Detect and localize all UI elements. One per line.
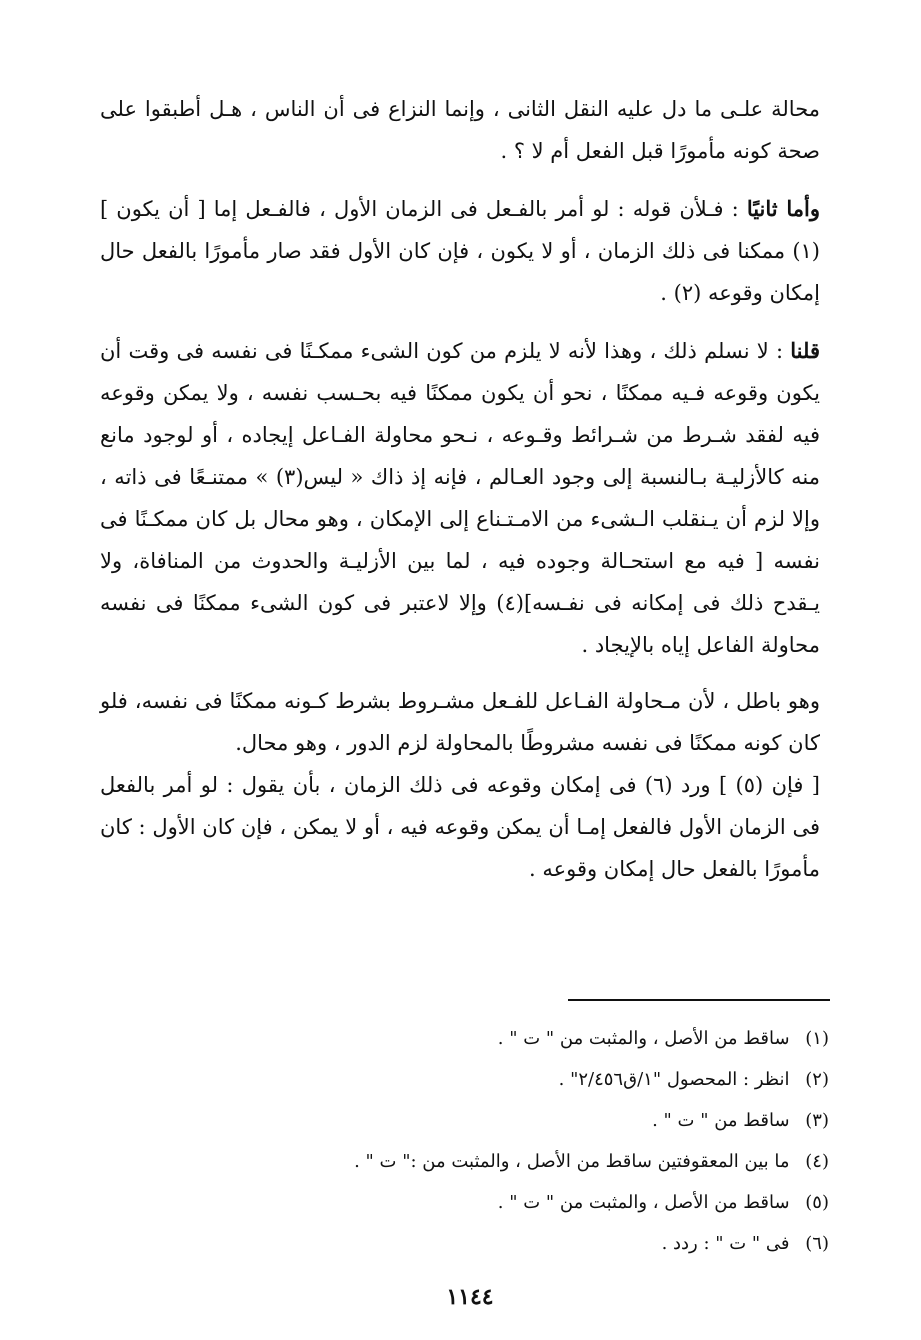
footnote-text: انظر : المحصول "١/ق٢/٤٥٦" .	[558, 1069, 790, 1090]
footnote-item	[189, 1141, 829, 1182]
footnote-number: (٦)	[805, 1233, 829, 1254]
page-number: ١١٤٤	[446, 1284, 494, 1310]
footnote-text: ما بين المعقوفتين ساقط من الأصل ، والمثبت من :" ت " .	[354, 1151, 790, 1172]
paragraph-4-text: وهو باطل ، لأن مـحاولة الفـاعل للفـعل مشـروط بشرط كـونه ممكنًا فى نفسه، فلو كان كونه ممكنًا فى نفسه مشروطًا بالمحاولة لزم الدور ، وهو محال.	[100, 689, 820, 755]
footnote-item	[189, 1182, 829, 1223]
paragraph-3-text: : لا نسلم ذلك ، وهذا لأنه لا يلزم من كون الشىء ممكـنًا فى نفسه فى وقت أن يكون وقوعه فـيه ممكنًا ، نحو أن يكون ممكنًا فيه بحـسب نفسه ، ولا يمكن وقوعه فيه لفقد شـرط من شـرائط وقـوعه ، نـحو محاولة الفـاعل إيجاده ، أو لوجود مانع منه كالأزليـة بـالنسبة إلى وجود العـالم ، فإنه إذ ذاك « ليس(٣) » ممتنـعًا فى ذاته ، وإلا لزم أن يـنقلب الـشىء من الامـتـناع إلى الإمكان ، وهو محال بل كان ممكـنًا فى نفسه [ فيه مع استحـالة وجوده فيه ، لما بين الأزليـة والحدوث من المنافاة، ولا يـقدح ذلك فى إمكانه فى نفـسه](٤) وإلا لاعتبر فى كون الشىء ممكنًا فى نفسه محاولة الفاعل إياه بالإيجاد .	[100, 339, 820, 657]
footnote-number: (٤)	[805, 1151, 829, 1172]
footnote-number: (٢)	[805, 1069, 829, 1090]
footnote-text: ساقط من الأصل ، والمثبت من " ت " .	[497, 1192, 790, 1213]
paragraph-4	[100, 680, 820, 764]
footnote-text: ساقط من " ت " .	[652, 1110, 790, 1131]
footnotes-list	[189, 1018, 829, 1264]
paragraph-2	[100, 188, 820, 314]
paragraph-1-text: محالة علـى ما دل عليه النقل الثانى ، وإنما النزاع فى أن الناس ، هـل أطبقوا على صحة كونه مأمورًا قبل الفعل أم لا ؟ .	[100, 97, 820, 163]
main-text	[100, 88, 820, 890]
paragraph-2-lead: وأما ثانيًا	[746, 196, 820, 221]
paragraph-5-text: [ فإن (٥) ] ورد (٦) فى إمكان وقوعه فى ذلك الزمان ، بأن يقول : لو أمر بالفعل فى الزمان الأول فالفعل إمـا أن يمكن وقوعه فيه ، أو لا يمكن ، فإن كان الأول : كان مأمورًا بالفعل حال إمكان وقوعه .	[100, 773, 820, 881]
footnote-item	[189, 1018, 829, 1059]
footnote-text: ساقط من الأصل ، والمثبت من " ت " .	[497, 1028, 790, 1049]
paragraph-1	[100, 88, 820, 172]
footnote-text: فى " ت " : ردد .	[661, 1233, 790, 1254]
footnote-item	[189, 1223, 829, 1264]
footnote-divider	[568, 999, 830, 1001]
footnote-number: (٣)	[805, 1110, 829, 1131]
paragraph-3	[100, 330, 820, 666]
footnote-number: (٥)	[805, 1192, 829, 1213]
footnote-item	[189, 1100, 829, 1141]
footnote-item	[189, 1059, 829, 1100]
paragraph-5	[100, 764, 820, 890]
paragraph-3-lead: قلنا	[790, 338, 820, 363]
paragraph-2-text: : فـلأن قوله : لو أمر بالفـعل فى الزمان الأول ، فالفـعل إما [ أن يكون ](١) ممكنا فى ذلك الزمان ، أو لا يكون ، فإن كان الأول فقد صار مأمورًا بالفعل حال إمكان وقوعه (٢) .	[100, 197, 820, 305]
footnote-number: (١)	[805, 1028, 829, 1049]
